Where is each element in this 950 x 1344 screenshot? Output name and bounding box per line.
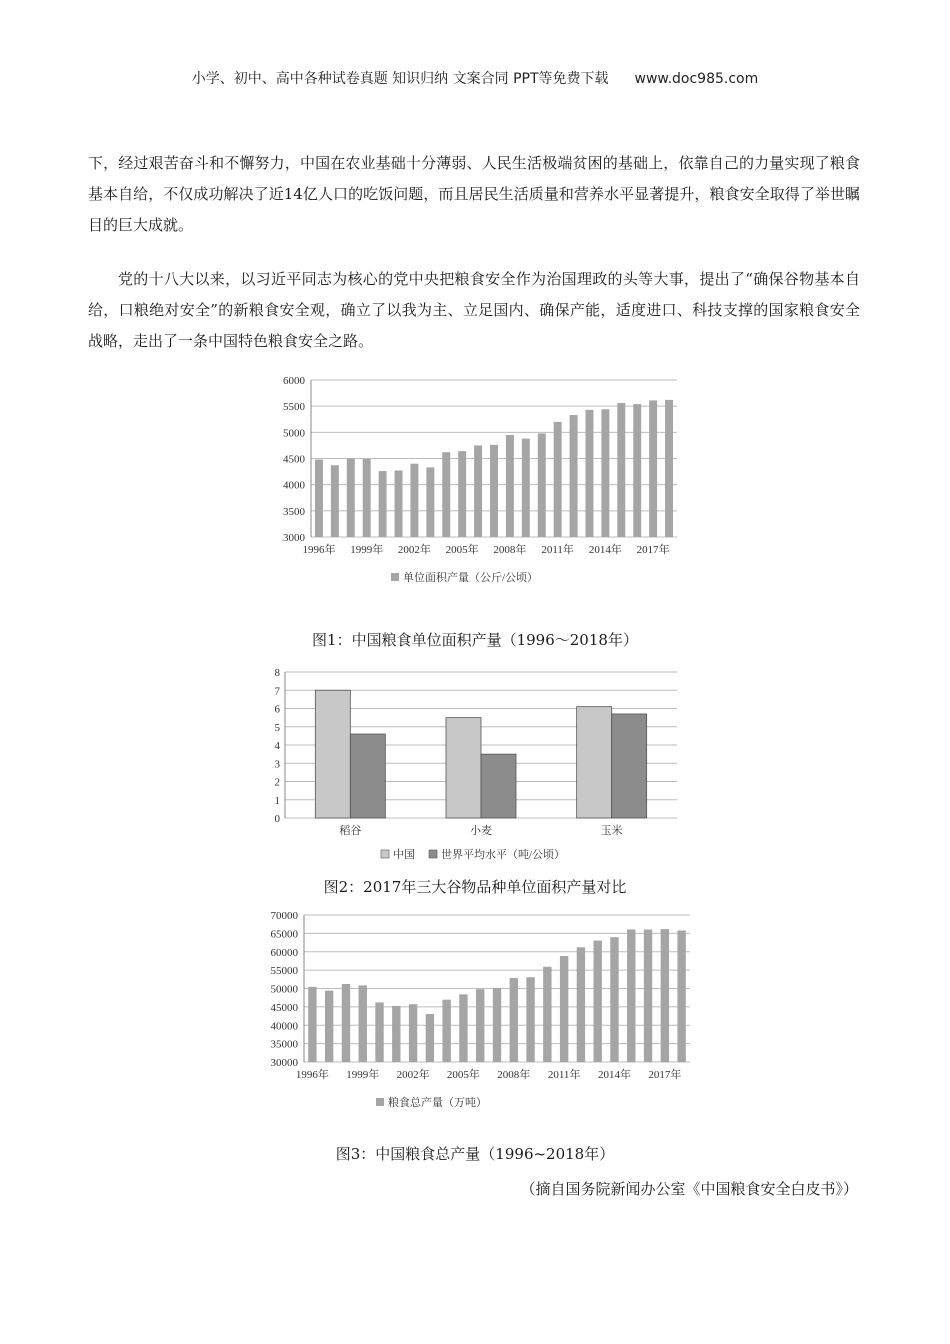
bar-2014年: [610, 937, 618, 1062]
y-tick-label: 35000: [270, 1038, 298, 1051]
legend-swatch-china: [381, 850, 389, 858]
bar-2001年: [392, 1006, 400, 1062]
legend-label: 粮食总产量（万吨）: [388, 1097, 487, 1109]
legend-swatch: [376, 1098, 384, 1106]
x-tick-label: 玉米: [600, 825, 623, 837]
bar-2015年: [617, 403, 625, 537]
bar-2010年: [538, 433, 546, 537]
y-tick-label: 3000: [283, 532, 305, 544]
bar-1999年: [359, 985, 367, 1062]
bar-2006年: [476, 989, 484, 1062]
x-tick-label: 2002年: [396, 1069, 430, 1081]
legend-label-china: 中国: [393, 849, 415, 861]
x-tick-label: 2008年: [497, 1069, 531, 1081]
header-text: 小学、初中、高中各种试卷真题 知识归纳 文案合同 PPT等免费下载: [191, 71, 609, 87]
bar-2004年: [442, 452, 450, 537]
y-tick-label: 30000: [270, 1057, 298, 1069]
bar-2012年: [570, 415, 578, 537]
y-tick-label: 70000: [270, 910, 298, 922]
legend-swatch-world: [429, 850, 437, 858]
y-tick-label: 4500: [283, 453, 305, 466]
chart-1: [265, 370, 695, 595]
chart-3-caption: 图3：中国粮食总产量（1996~2018年）: [335, 1145, 615, 1163]
page-header: [0, 68, 950, 88]
legend-label-world: 世界平均水平（吨/公顷）: [441, 849, 566, 861]
y-tick-label: 8: [274, 667, 280, 679]
y-tick-label: 6000: [283, 375, 305, 387]
y-tick-label: 5000: [283, 427, 305, 440]
x-tick-label: 1999年: [346, 1069, 380, 1081]
x-tick-label: 1999年: [350, 544, 384, 556]
bar-1998年: [347, 459, 355, 538]
chart-2-svg: [245, 662, 695, 867]
x-tick-label: 2002年: [397, 544, 431, 556]
paragraph-1: 下，经过艰苦奋斗和不懈努力，中国在农业基础十分薄弱、人民生活极端贫困的基础上，依靠自己的力量实现了粮食基本自给，不仅成功解决了近14亿人口的吃饭问题，而且居民生活质量和营养水平显著提升，粮食安全取得了举世瞩目的巨大成就。: [88, 154, 860, 234]
header-url[interactable]: www.doc985.com: [634, 71, 759, 87]
chart-2-caption: 图2：2017年三大谷物品种单位面积产量对比: [323, 878, 627, 896]
y-tick-label: 65000: [270, 928, 298, 941]
x-tick-label: 2011年: [547, 1069, 581, 1081]
bar-2000年: [375, 1002, 383, 1062]
body-text: [88, 148, 860, 241]
y-tick-label: 3500: [283, 505, 305, 518]
bar-1998年: [342, 984, 350, 1062]
x-tick-label: 小麦: [470, 825, 492, 837]
y-tick-label: 4: [274, 740, 280, 752]
bar-1996年: [315, 460, 323, 537]
x-tick-label: 2005年: [445, 544, 479, 556]
y-tick-label: 5: [274, 721, 280, 734]
bar-2000年: [379, 471, 387, 537]
y-tick-label: 2: [274, 776, 280, 789]
bar-1997年: [331, 465, 339, 537]
x-tick-label: 2014年: [597, 1069, 631, 1081]
bar-2002年: [410, 464, 418, 537]
y-tick-label: 60000: [270, 946, 298, 959]
bar-2005年: [458, 451, 466, 537]
chart-2: [245, 662, 695, 867]
bar-稻谷-中国: [315, 690, 350, 818]
bar-2009年: [526, 977, 534, 1062]
bar-玉米-中国: [577, 707, 612, 818]
bar-2010年: [543, 967, 551, 1062]
x-tick-label: 2008年: [493, 544, 527, 556]
bar-2012年: [577, 947, 585, 1062]
bar-2015年: [627, 929, 635, 1062]
bar-2016年: [633, 404, 641, 537]
x-tick-label: 2011年: [541, 544, 574, 556]
bar-2017年: [649, 400, 657, 537]
y-tick-label: 5500: [283, 401, 305, 414]
bar-2007年: [490, 445, 498, 537]
bar-2018年: [665, 400, 673, 537]
y-tick-label: 7: [274, 685, 280, 698]
bar-2008年: [510, 978, 518, 1062]
bar-2001年: [395, 471, 403, 537]
bar-2003年: [426, 467, 434, 537]
bar-2009年: [522, 439, 530, 537]
x-tick-label: 2017年: [636, 544, 670, 556]
legend-swatch: [391, 573, 399, 581]
bar-2006年: [474, 445, 482, 537]
x-tick-label: 2017年: [648, 1069, 682, 1081]
y-tick-label: 6: [274, 703, 280, 716]
bar-玉米-世界平均水平（吨/公顷）: [612, 714, 647, 818]
bar-2016年: [644, 930, 652, 1062]
bar-2011年: [554, 422, 562, 537]
y-tick-label: 0: [274, 813, 280, 825]
bar-小麦-世界平均水平（吨/公顷）: [481, 754, 516, 818]
bar-2017年: [661, 929, 669, 1062]
bar-2018年: [677, 930, 685, 1062]
x-tick-label: 1996年: [302, 544, 336, 556]
y-tick-label: 4000: [283, 479, 305, 492]
y-tick-label: 45000: [270, 1001, 298, 1014]
x-tick-label: 2005年: [446, 1069, 480, 1081]
bar-2007年: [493, 988, 501, 1062]
bar-2014年: [601, 409, 609, 537]
bar-2003年: [426, 1014, 434, 1062]
bar-2008年: [506, 435, 514, 537]
y-tick-label: 50000: [270, 983, 298, 996]
chart-1-caption: 图1：中国粮食单位面积产量（1996～2018年）: [312, 631, 638, 649]
y-tick-label: 1: [274, 794, 280, 807]
bar-2013年: [594, 941, 602, 1062]
x-tick-label: 稻谷: [339, 825, 362, 837]
source-citation: （摘自国务院新闻办公室《中国粮食安全白皮书》）: [520, 1180, 858, 1198]
x-tick-label: 2014年: [588, 544, 622, 556]
bar-小麦-中国: [446, 718, 481, 818]
y-tick-label: 3: [274, 758, 280, 771]
bar-2004年: [442, 1000, 450, 1062]
bar-2013年: [586, 410, 594, 537]
chart-3-svg: [250, 905, 700, 1115]
paragraph-2: 党的十八大以来，以习近平同志为核心的党中央把粮食安全作为治国理政的头等大事，提出了“确保谷物基本自给，口粮绝对安全”的新粮食安全观，确立了以我为主、立足国内、确保产能，适度进口、科技支撑的国家粮食安全战略，走出了一条中国特色粮食安全之路。: [88, 270, 860, 350]
bar-2005年: [459, 994, 467, 1062]
y-tick-label: 40000: [270, 1020, 298, 1033]
bar-1996年: [308, 987, 316, 1062]
bar-稻谷-世界平均水平（吨/公顷）: [350, 734, 385, 818]
legend-label: 单位面积产量（公斤/公顷）: [403, 572, 539, 584]
bar-1999年: [363, 459, 371, 537]
chart-3: [250, 905, 700, 1115]
chart-1-svg: [265, 370, 695, 595]
body-text-2: [88, 264, 860, 357]
bar-1997年: [325, 991, 333, 1062]
y-tick-label: 55000: [270, 965, 298, 978]
bar-2011年: [560, 956, 568, 1062]
x-tick-label: 1996年: [295, 1069, 329, 1081]
bar-2002年: [409, 1004, 417, 1062]
